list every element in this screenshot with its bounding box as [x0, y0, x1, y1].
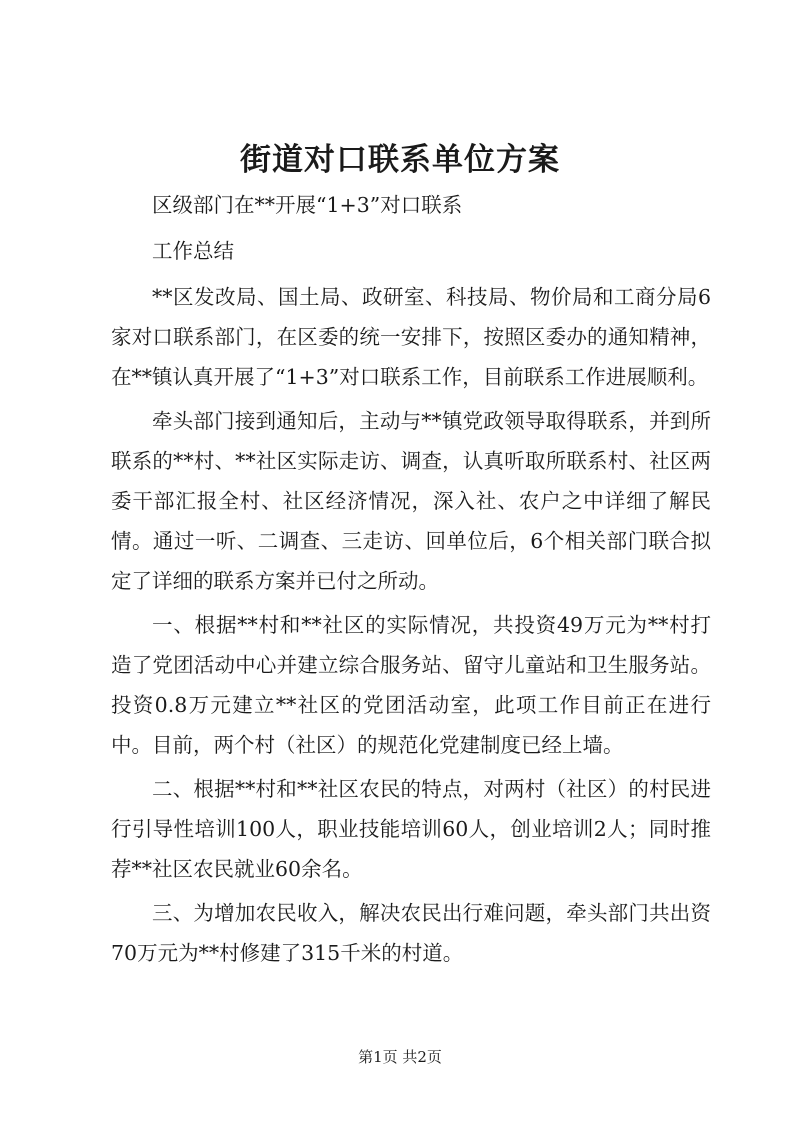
paragraph-item-two: 二、根据**村和**社区农民的特点，对两村（社区）的村民进行引导性培训100人，职业技能培训60人，创业培训2人；同时推荐**社区农民就业60余名。 — [111, 777, 711, 881]
document-body — [111, 185, 711, 977]
paragraph-intro: **区发改局、国土局、政研室、科技局、物价局和工商分局6家对口联系部门，在区委的统一安排下，按照区委办的通知精神，在**镇认真开展了“1+3”对口联系工作，目前联系工作进展顺利。 — [111, 285, 711, 389]
page-number-footer: 第1页 共2页 — [358, 1048, 442, 1066]
document-title: 街道对口联系单位方案 — [240, 142, 560, 178]
paragraph-lead-department: 牵头部门接到通知后，主动与**镇党政领导取得联系，并到所联系的**村、**社区实际走访、调查，认真听取所联系村、社区两委干部汇报全村、社区经济情况，深入社、农户之中详细了解民情。通过一听、二调查、三走访、回单位后，6个相关部门联合拟定了详细的联系方案并已付之所动。 — [111, 409, 711, 593]
paragraph-subtitle-line-2: 工作总结 — [152, 239, 234, 263]
paragraph-item-three: 三、为增加农民收入，解决农民出行难问题，牵头部门共出资70万元为**村修建了315千米的村道。 — [111, 901, 711, 965]
paragraph-item-one: 一、根据**村和**社区的实际情况，共投资49万元为**村打造了党团活动中心并建立综合服务站、留守儿童站和卫生服务站。投资0.8万元建立**社区的党团活动室，此项工作目前正在进行中。目前，两个村（社区）的规范化党建制度已经上墙。 — [111, 613, 711, 757]
paragraph-subtitle-line-1: 区级部门在**开展“1+3”对口联系 — [152, 193, 463, 217]
